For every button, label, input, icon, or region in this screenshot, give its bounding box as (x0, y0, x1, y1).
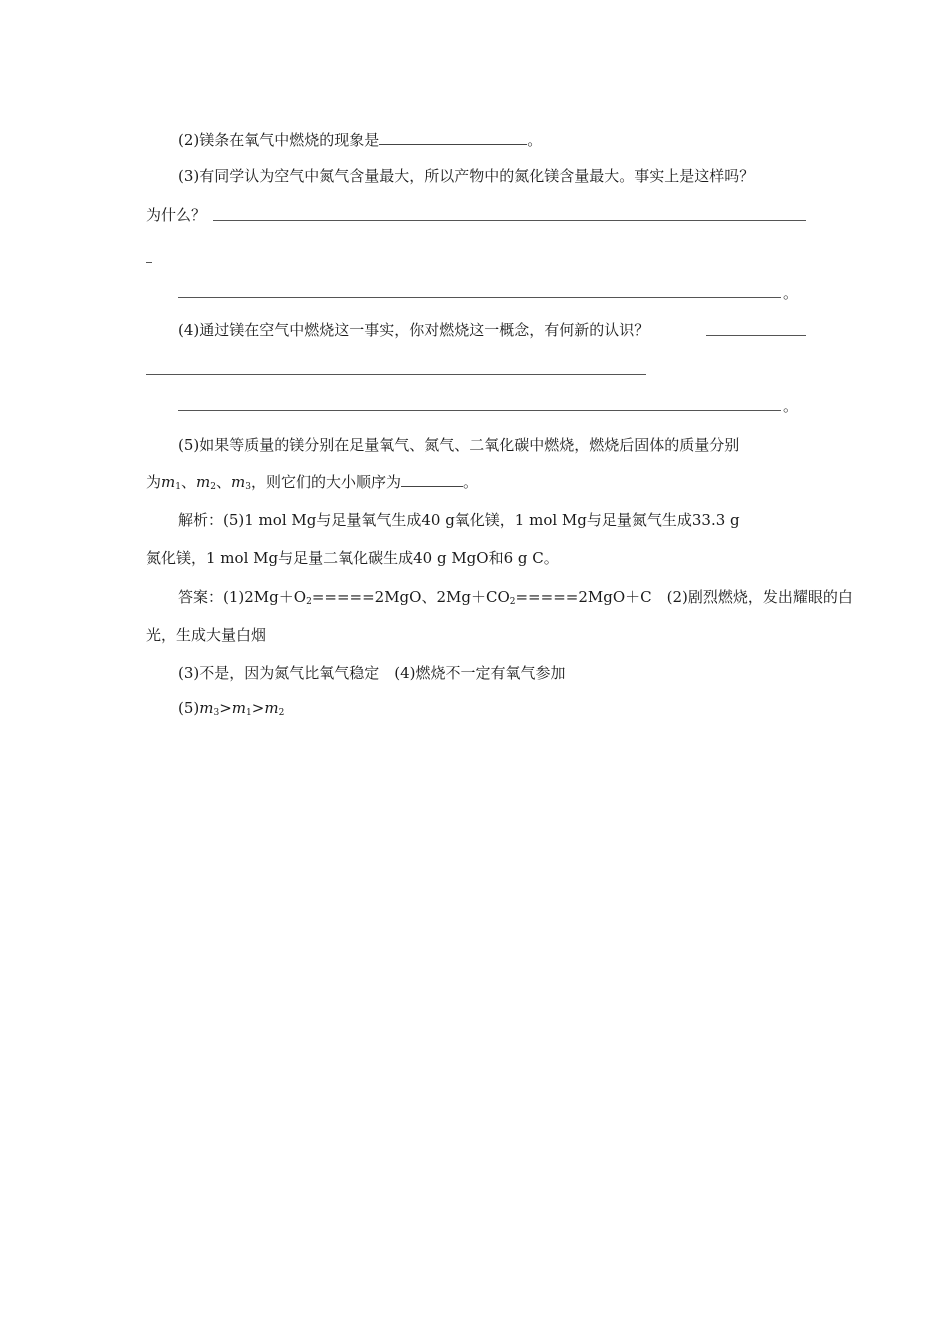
question-5-line-1: (5)如果等质量的镁分别在足量氧气、氮气、二氧化碳中燃烧，燃烧后固体的质量分别 (178, 436, 740, 454)
answer-line (146, 262, 152, 263)
answer-blank (379, 130, 527, 145)
answer-label: 答案： (178, 588, 224, 606)
answer-line (178, 410, 781, 411)
answer-line (706, 335, 806, 336)
answer-line-4: $(5)m_3>m_1>m_2$ (178, 699, 285, 718)
analysis-line-1: 解析：(5)1 mol Mg与足量氧气生成40 g氧化镁，1 mol Mg与足量氮气生成33.3 g (178, 511, 740, 529)
question-2-text: (2)镁条在氧气中燃烧的现象是 (178, 131, 380, 149)
answer-blank (401, 472, 463, 487)
question-2: (2)镁条在氧气中燃烧的现象是 。 (178, 131, 543, 149)
question-5-line-2: 为$m_1$、$m_2$、$m_3$，则它们的大小顺序为 。 (146, 473, 478, 492)
answer-line-2: 光，生成大量白烟 (146, 626, 267, 644)
document-page: (2)镁条在氧气中燃烧的现象是 。 (3)有同学认为空气中氮气含量最大，所以产物中的氮化镁含量最大。事实上是这样吗？ 为什么？ 。 (4)通过镁在空气中燃烧这一事实，你对燃烧这一概念，有何新的认识？ 。 (5)如果等质量的镁分别在足量氧气、氮气、二氧化碳中燃烧，燃烧后固体的质量分别 为$m_1$、$m_2$、$m_3$，则它们的大小顺序为 。 解析：(5)1 mol Mg与足量氧气生成40 g氧化镁，1 mol Mg与足量氮气生成33.3 g 氮化镁，1 mol Mg与足量二氧化碳生成40 g MgO和6 g C。 答案：$(1)2Mg+O_2=====2MgO$、$2Mg+CO_2=====2MgO+C$ (2)剧烈燃烧，发出耀眼的白 光，生成大量白烟 (3)不是，因为氮气比氧气稳定 (4)燃烧不一定有氧气参加 $(5)m_3>m_1>m_2$ (0, 0, 950, 1344)
answer-line (146, 374, 646, 375)
question-4: (4)通过镁在空气中燃烧这一事实，你对燃烧这一概念，有何新的认识？ (178, 321, 650, 339)
answer-line-3: (3)不是，因为氮气比氧气稳定 (4)燃烧不一定有氧气参加 (178, 664, 566, 682)
analysis-line-2: 氮化镁，1 mol Mg与足量二氧化碳生成40 g MgO和6 g C。 (146, 549, 559, 567)
answer-line-1: 答案：$(1)2Mg+O_2=====2MgO$、$2Mg+CO_2=====2MgO+C$ (2)剧烈燃烧，发出耀眼的白 (178, 588, 853, 607)
answer-line (213, 220, 806, 221)
question-3-line-2: 为什么？ (146, 206, 207, 224)
question-3-line-1: (3)有同学认为空气中氮气含量最大，所以产物中的氮化镁含量最大。事实上是这样吗？ (178, 167, 755, 185)
answer-line (178, 297, 781, 298)
